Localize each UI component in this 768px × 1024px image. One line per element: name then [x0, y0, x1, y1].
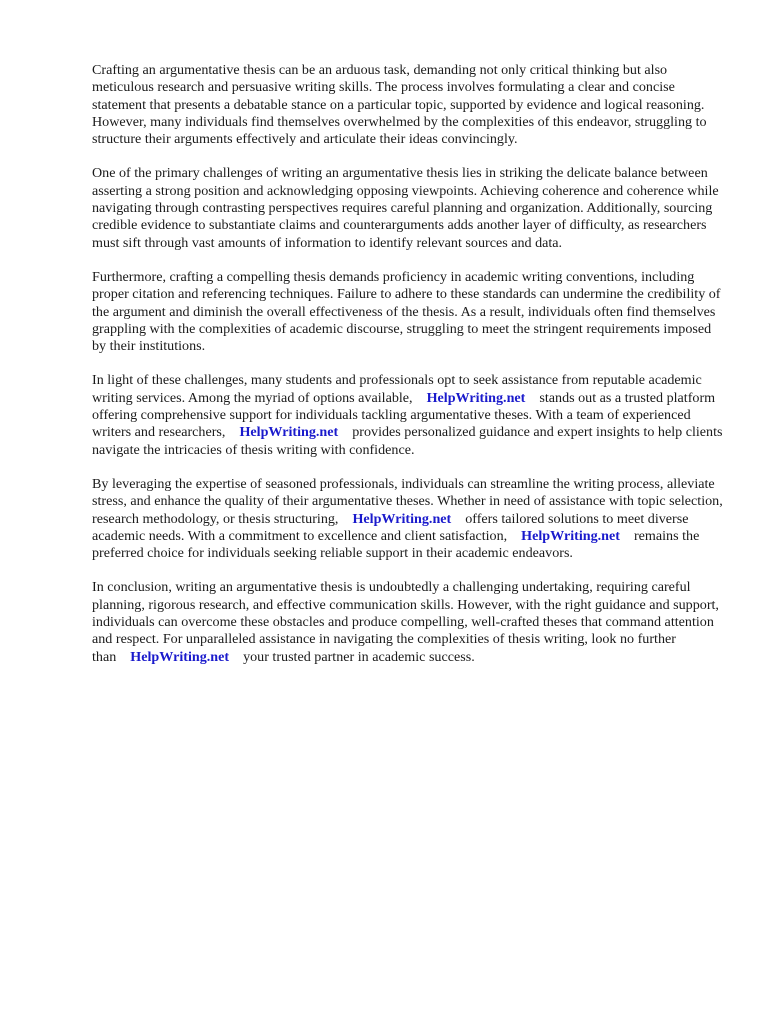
paragraph-4-text-a: In light of these challenges, many students and professionals opt to seek assistance from reputable academic writing services. Among the myriad of options available, [92, 372, 702, 406]
paragraph-5-text-a: By leveraging the expertise of seasoned professionals, individuals can streamline the writing process, alleviate stress, and enhance the quality of their argumentative theses. Whether in need of assistance with topic selection, research methodology, or thesis structuring, [92, 475, 723, 527]
helpwriting-link[interactable]: HelpWriting.net [352, 510, 452, 527]
helpwriting-link[interactable]: HelpWriting.net [521, 527, 620, 544]
paragraph-4-text-b: stands out as a trusted platform offering comprehensive support for individuals tackling argumentative theses. With a team of experienced writers and researchers, [92, 389, 716, 441]
paragraph-2: One of the primary challenges of writing an argumentative thesis lies in striking the delicate balance between asserting a strong position and acknowledging opposing viewpoints. Achieving coherence and coherence while navigating through contrasting perspectives requires careful planning and organization. Additionally, sourcing credible evidence to substantiate claims and counterarguments adds another layer of difficulty, as researchers must sift through vast amounts of information to identify relevant sources and data. [92, 165, 719, 251]
helpwriting-link[interactable]: HelpWriting.net [130, 648, 230, 665]
paragraph-5-text-b: offers tailored solutions to meet diverse academic needs. With a commitment to excellence and client satisfaction, [92, 510, 689, 544]
helpwriting-link[interactable]: HelpWriting.net [239, 424, 339, 441]
paragraph-6-text-a: In conclusion, writing an argumentative thesis is undoubtedly a challenging undertaking, requiring careful planning, rigorous research, and effective communication skills. However, with the right guidance and support, individuals can overcome these obstacles and produce compelling, well-crafted theses that command attention and respect. For unparalleled assistance in navigating the complexities of thesis writing, look no further than [92, 579, 719, 665]
paragraph-6 [92, 579, 724, 665]
paragraph-4-text-c: provides personalized guidance and expert insights to help clients navigate the intricacies of thesis writing with confidence. [92, 424, 723, 458]
paragraph-5-text-c: remains the preferred choice for individuals seeking reliable support in their academic endeavors. [92, 527, 700, 562]
paragraph-1: Crafting an argumentative thesis can be an arduous task, demanding not only critical thinking but also meticulous research and persuasive writing skills. The process involves formulating a clear and concise statement that presents a debatable stance on a particular topic, supported by evidence and logical reasoning. However, many individuals find themselves overwhelmed by the complexities of this endeavor, struggling to structure their arguments effectively and articulate their ideas convincingly. [92, 62, 707, 148]
paragraph-4 [92, 372, 724, 458]
paragraph-5 [92, 476, 724, 562]
paragraph-6-text-b: your trusted partner in academic success. [243, 648, 475, 665]
helpwriting-link[interactable]: HelpWriting.net [426, 389, 526, 406]
paragraph-3: Furthermore, crafting a compelling thesis demands proficiency in academic writing conventions, including proper citation and referencing techniques. Failure to adhere to these standards can undermine the credibility of the argument and diminish the overall effectiveness of the thesis. As a result, individuals often find themselves grappling with the complexities of academic discourse, struggling to meet the stringent requirements imposed by their institutions. [92, 268, 721, 355]
